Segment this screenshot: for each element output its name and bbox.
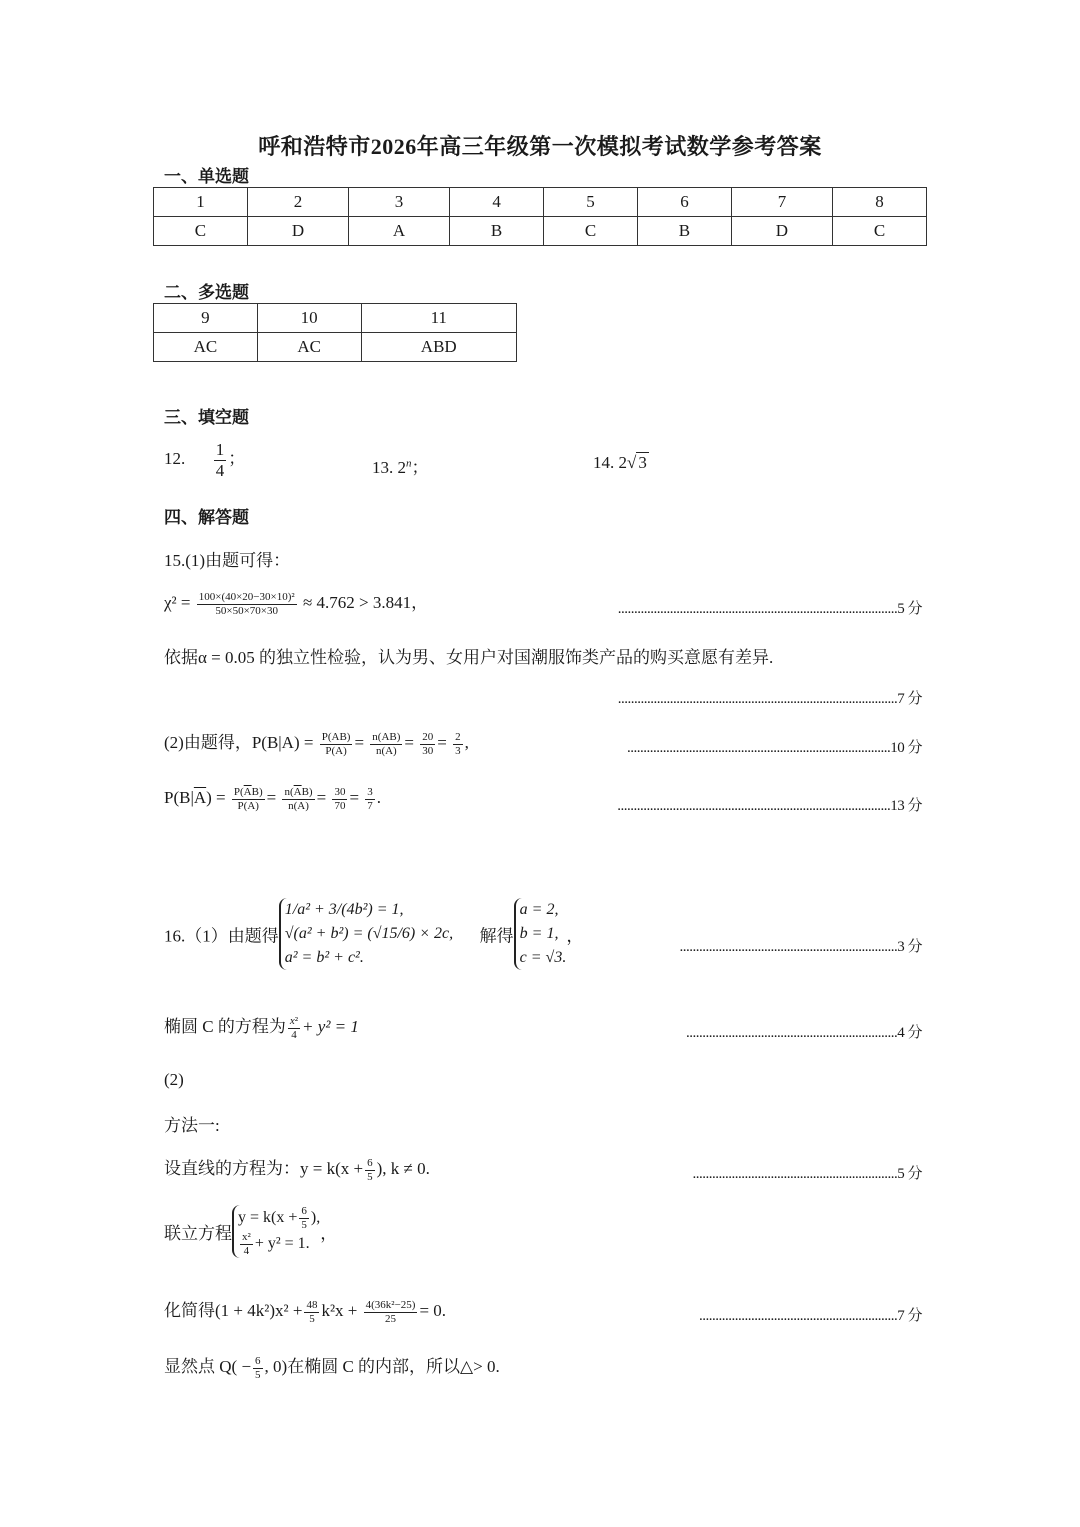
fraction: $\frac{\text{100×(40×20−30×10)²}}{50\times 50\times 70\times 30}$ [198,590,295,617]
q15-chi-square-formula: χ² = $\frac{\text{100×(40×20−30×10)²}}{50\times 50\times 70\times 30}$ ≈ 4.762 > 3.841， [164,590,429,617]
score-line: ......................................................................................7 分 [617,691,922,707]
q15-part2-conditional-prob: (2)由题得，P(B|A) = $\frac{P(AB)}{P(A)}$ = $\frac{n(AB)}{n(A)}$ = $\frac{20}{30}$ = $\frac{2}{3}$ , [164,730,469,757]
table-cell: 6 [637,188,731,217]
table-cell: B [450,217,544,246]
q16-method-label: 方法一: [164,1116,220,1135]
table-cell: 11 [361,304,517,333]
table-cell: C [832,217,926,246]
q16-part1-system: 16.（1）由题得 1/a² + 3/(4b²) = 1, √(a² + b²) = (√15/6) × 2c, a² = b² + c². 解得 a = 2, b = 1, c = √3. ， [164,898,583,970]
section-heading-single-choice: 一、单选题 [164,167,249,187]
table-cell: D [731,217,832,246]
table-cell: 1 [154,188,248,217]
fraction: $\frac{n(\overline{A}B)}{n(\overline{A})}$ [284,786,313,812]
table-cell: B [637,217,731,246]
q16-simplified-equation: 化简得(1 + 4k²)x² + $\frac{48}{5}$ k²x + $\frac{\text{4(36k²−25)}}{25}$ = 0. [164,1298,447,1325]
fraction: $\frac{P(AB)}{P(A)}$ [321,730,351,757]
table-cell: 5 [544,188,638,217]
table-cell: ABD [361,333,517,362]
page-title: 呼和浩特市2026年高三年级第一次模拟考试数学参考答案 [258,134,822,159]
table-cell: AC [257,333,361,362]
table-cell: 2 [247,188,348,217]
fraction: $\frac{n(AB)}{n(A)}$ [372,730,401,757]
table-row-answers [154,333,517,362]
score-line: ...................................................................3 分 [679,939,922,955]
q16-part2-label: (2) [164,1070,184,1089]
fraction: $\frac{\text{x²}}{4}$ [289,1014,299,1041]
fraction: $\frac{P(\overline{A}B)}{P(\overline{A})}$ [233,786,263,812]
q15-intro: 15.(1)由题可得： [164,551,291,570]
fraction: $\frac{1}{4}$ [215,440,225,480]
score-line: ...............................................................5 分 [692,1166,922,1182]
fraction: $\frac{48}{5}$ [306,1298,318,1325]
table-cell: AC [154,333,258,362]
answer-q14: 14. 2√ 3 [593,453,647,472]
question-number: 12. [164,448,186,468]
question-number: 14. [593,453,615,472]
score-line: .............................................................7 分 [698,1308,922,1324]
question-number: 13. [372,458,394,477]
table-row-numbers [154,304,517,333]
table-cell: 9 [154,304,258,333]
q16-discriminant-note: 显然点 Q( − $\frac{6}{5}$ , 0)在椭圆 C 的内部，所以△> 0. [164,1354,500,1381]
single-choice-answer-table [153,187,927,246]
section-heading-fill-blank: 三、填空题 [164,408,249,428]
q16-ellipse-equation: 椭圆 C 的方程为 $\frac{\text{x²}}{4}$ + y² = 1 [164,1014,359,1041]
fraction: $\frac{2}{3}$ [455,730,461,757]
table-cell: 10 [257,304,361,333]
fraction: $\frac{\text{4(36k²−25)}}{25}$ [365,1298,416,1325]
table-cell: 7 [731,188,832,217]
score-line: ......................................................................................5 分 [617,601,922,617]
table-cell: 4 [450,188,544,217]
table-cell: C [154,217,248,246]
answer-q12: 12. $\frac{1}{4}$ ； [164,440,246,480]
score-line: .................................................................................10 分 [626,740,922,756]
table-cell: C [544,217,638,246]
fraction: $\frac{6}{5}$ [367,1156,373,1183]
fraction: $\frac{6}{5}$ [255,1354,261,1381]
table-cell: D [247,217,348,246]
table-cell: 8 [832,188,926,217]
multi-choice-answer-table [153,303,517,362]
score-line: ....................................................................................13 分 [617,798,922,814]
q16-line-equation: 设直线的方程为：y = k(x + $\frac{6}{5}$ ), k ≠ 0. [164,1156,430,1183]
equation-system: 1/a² + 3/(4b²) = 1, √(a² + b²) = (√15/6) × 2c, a² = b² + c². [279,898,453,970]
equation-system: y = k(x + $\frac{6}{5}$ ), $\frac{\text{x²}}{4}$ + y² = 1. [232,1205,320,1258]
fraction: $\frac{30}{70}$ [334,786,346,812]
table-row-answers [154,217,927,246]
q15-conclusion: 依据α = 0.05 的独立性检验，认为男、女用户对国潮服饰类产品的购买意愿有差异. [164,648,774,667]
table-cell: A [349,217,450,246]
fraction: $\frac{20}{30}$ [422,730,434,757]
q16-joint-system: 联立方程 y = k(x + $\frac{6}{5}$ ), $\frac{\text{x²}}{4}$ + y² = 1. ， [164,1205,338,1257]
table-row-numbers [154,188,927,217]
fraction: $\frac{3}{7}$ [367,786,373,812]
section-heading-multi-choice: 二、多选题 [164,283,249,303]
section-heading-solutions: 四、解答题 [164,508,249,528]
solution-system: a = 2, b = 1, c = √3. [514,898,567,970]
score-line: .................................................................4 分 [685,1025,922,1041]
q15-part2-conditional-prob-complement: $P(B|\overline{A})$ = $\frac{P(\overline{A}B)}{P(\overline{A})}$ = $\frac{n(\overline{A}B)}{n(\overline{A})}$ = $\frac{30}{70}$ = $\frac{3}{7}$ . [164,786,382,812]
answer-q13: 13. 2$^n$； [372,457,429,477]
table-cell: 3 [349,188,450,217]
